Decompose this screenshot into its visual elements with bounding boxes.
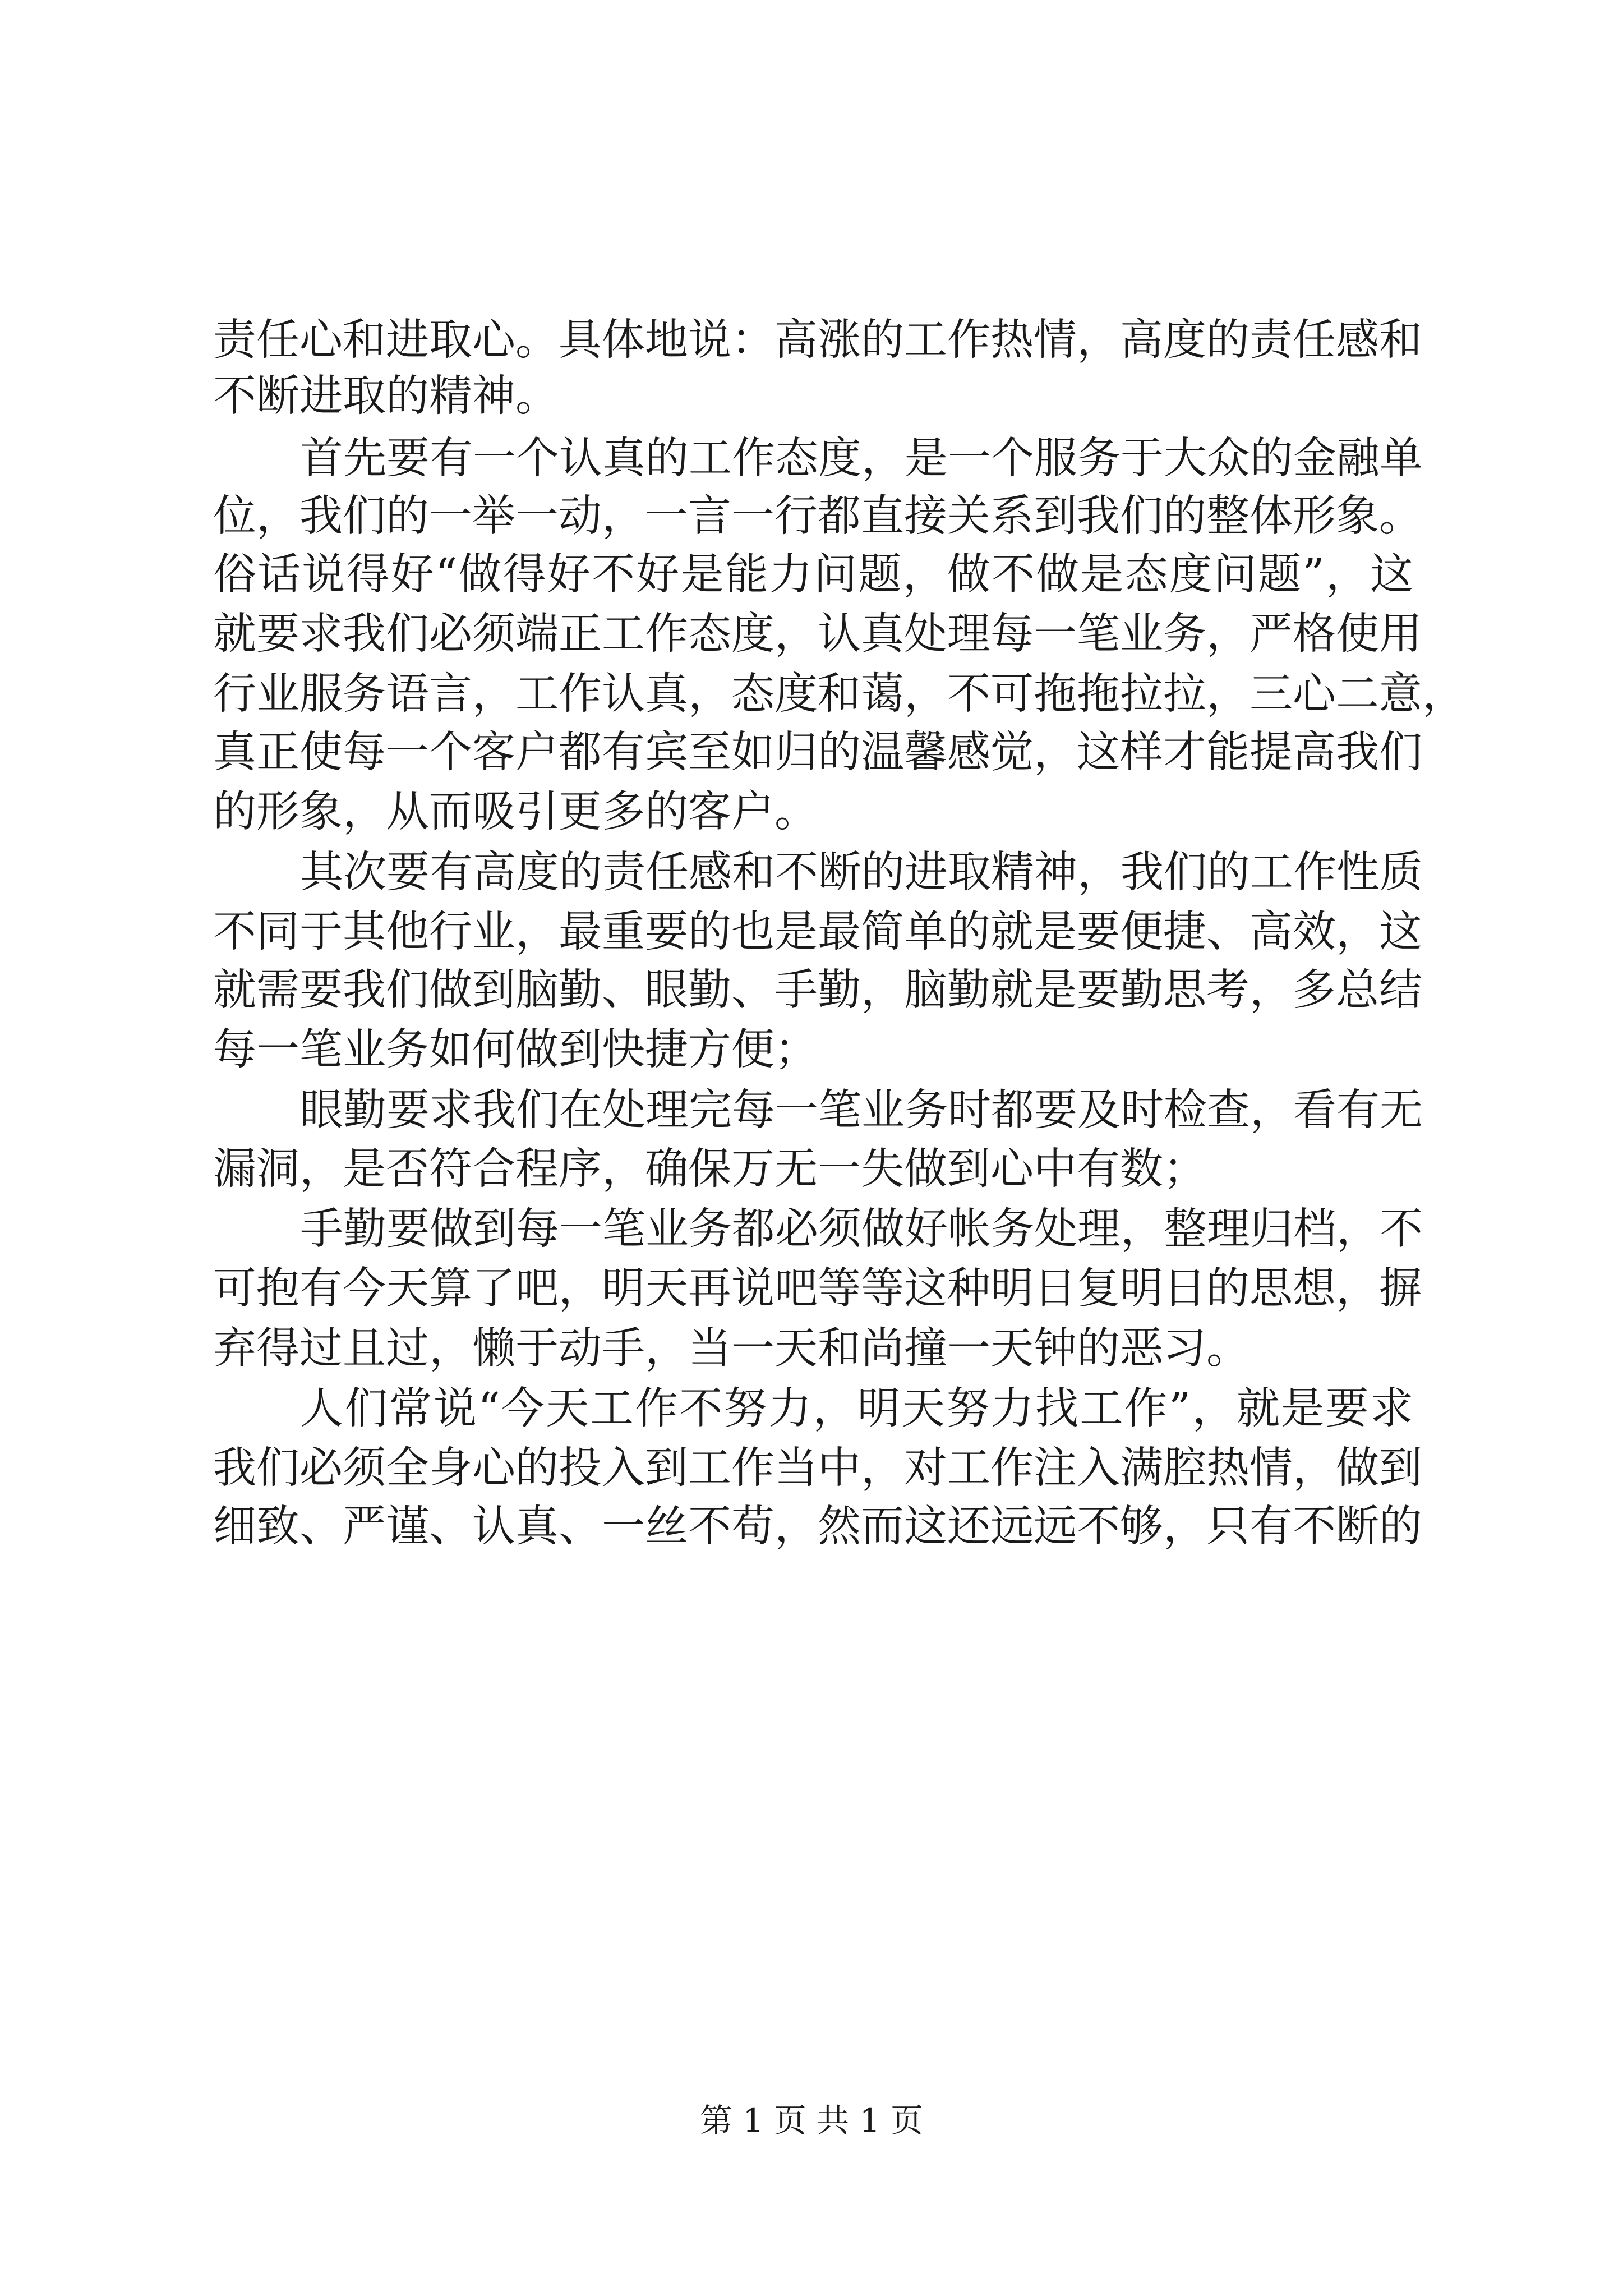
text-line: 位，我们的一举一动，一言一行都直接关系到我们的整体形象。: [213, 491, 1422, 541]
text-line: 眼勤要求我们在处理完每一笔业务时都要及时检查，看有无: [300, 1085, 1423, 1135]
text-line: 我们必须全身心的投入到工作当中，对工作注入满腔热情，做到: [213, 1443, 1422, 1493]
text-line: 不同于其他行业，最重要的也是最简单的就是要便捷、高效，这: [213, 907, 1422, 957]
text-line: 其次要有高度的责任感和不断的进取精神，我们的工作性质: [300, 848, 1423, 898]
text-line: 真正使每一个客户都有宾至如归的温馨感觉，这样才能提高我们: [213, 728, 1422, 777]
text-line: 就要求我们必须端正工作态度，认真处理每一笔业务，严格使用: [213, 609, 1422, 659]
text-line: 责任心和进取心。具体地说：高涨的工作热情，高度的责任感和: [213, 315, 1422, 365]
text-line: 漏洞，是否符合程序，确保万无一失做到心中有数；: [213, 1144, 1206, 1194]
text-line: 手勤要做到每一笔业务都必须做好帐务处理，整理归档，不: [300, 1204, 1423, 1254]
text-line: 俗话说得好“做得好不好是能力问题，做不做是态度问题”，这: [213, 550, 1413, 600]
text-line: 就需要我们做到脑勤、眼勤、手勤，脑勤就是要勤思考，多总结: [213, 965, 1422, 1015]
text-line: 的形象，从而吸引更多的客户。: [213, 787, 818, 837]
text-line: 弃得过且过，懒于动手，当一天和尚撞一天钟的恶习。: [213, 1324, 1249, 1374]
text-line: 细致、严谨、认真、一丝不苟，然而这还远远不够，只有不断的: [213, 1502, 1422, 1552]
text-line: 每一笔业务如何做到快捷方便；: [213, 1025, 818, 1075]
page-number-footer: 第 1 页 共 1 页: [700, 2101, 923, 2139]
text-line: 不断进取的精神。: [213, 371, 559, 421]
text-line: 可抱有今天算了吧，明天再说吧等等这种明日复明日的思想，摒: [213, 1264, 1422, 1314]
text-line: 首先要有一个认真的工作态度，是一个服务于大众的金融单: [300, 434, 1423, 484]
text-line: 人们常说“今天工作不努力，明天努力找工作”，就是要求: [300, 1384, 1413, 1434]
text-line: 行业服务语言，工作认真，态度和蔼，不可拖拖拉拉，三心二意，: [213, 669, 1465, 719]
